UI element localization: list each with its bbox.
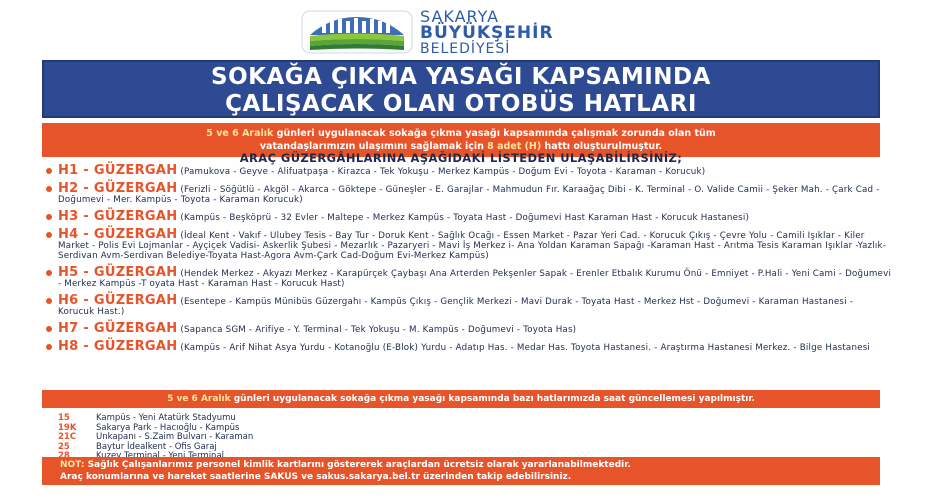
route-stops: (Hendek Merkez - Akyazı Merkez - Karapürçek Çaybaşı Ana Arterden Pekşenler Sapak - Erenler Etbalık Kurumu Önü - Emniyet - P.Hali - Yeni Cami - Doğumevi - Merkez Kampüs -T oyata Hast - Karaman Hast - Korucuk Hast)	[58, 269, 892, 289]
route-item-h5	[58, 265, 892, 289]
notice-bar-schedule	[42, 390, 880, 408]
route-stops: (Esentepe - Kampüs Münibüs Güzergahı - Kampüs Çıkış - Gençlik Merkezi - Mavi Durak - Toyata Hast - Merkez Hst - Doğumevi - Karaman Hastanesi - Korucuk Hast.)	[58, 297, 854, 317]
route-item-h1	[58, 163, 892, 178]
note-line-1	[60, 459, 880, 471]
logo-line-2: BÜYÜKŞEHİR	[420, 22, 554, 43]
line-code: 21C	[58, 432, 77, 443]
route-item-h4	[58, 227, 892, 261]
bullet-icon	[46, 344, 52, 350]
notice2-text: günleri uygulanacak sokağa çıkma yasağı kapsamında bazı hatlarımızda saat güncellemesi yapılmıştır.	[230, 394, 755, 404]
route-stops: (Kampüs - Beşköprü - 32 Evler - Maltepe - Merkez Kampüs - Toyata Hast - Doğumevi Hast Karaman Hast - Korucuk Hastanesi)	[177, 213, 750, 223]
route-title: H8 - GÜZERGAH	[58, 339, 178, 354]
municipality-logo	[300, 8, 554, 56]
route-stops: (Sapanca SGM - Arifiye - Y. Terminal - Tek Yokuşu - M. Kampüs - Doğumevi - Toyota Has)	[177, 325, 577, 335]
route-item-h6	[58, 293, 892, 317]
route-title: H5 - GÜZERGAH	[58, 265, 178, 280]
note-line-2: Araç konumlarına ve hareket saatlerine SAKUS ve sakus.sakarya.bel.tr üzerinden takip edebilirsiniz.	[60, 472, 572, 482]
notice-text-a: günleri uygulanacak sokağa çıkma yasağı kapsamında çalışmak zorunda olan tüm	[273, 128, 716, 139]
title-banner	[42, 60, 880, 118]
notice-highlight: 8 adet (H)	[487, 141, 542, 152]
line-code: 25	[58, 441, 70, 452]
route-title: H4 - GÜZERGAH	[58, 227, 178, 242]
route-title: H6 - GÜZERGAH	[58, 293, 178, 308]
route-item-h2	[58, 181, 892, 205]
note-label: NOT:	[60, 460, 85, 470]
route-title: H2 - GÜZERGAH	[58, 181, 178, 196]
routes-subheading: ARAÇ GÜZERGÂHLARINA AŞAĞIDAKİ LİSTEDEN ULAŞABİLİRSİNİZ;	[239, 151, 683, 165]
line-code: 19K	[58, 422, 77, 433]
route-item-h3	[58, 209, 892, 224]
route-item-h7	[58, 321, 892, 336]
routes-list	[58, 163, 892, 354]
route-stops: (Kampüs - Arif Nihat Asya Yurdu - Kotanoğlu (E-Blok) Yurdu - Adatıp Has. - Medar Has. Toyota Hastanesi. - Araştırma Hastanesi Merkez. - Bilge Hastanesi	[177, 343, 871, 353]
bullet-icon	[46, 298, 52, 304]
line-desc: Kampüs - Yeni Atatürk Stadyumu	[96, 413, 236, 423]
route-item-h8	[58, 339, 892, 354]
line-code: 15	[58, 413, 70, 423]
note-bar	[42, 457, 880, 485]
bullet-icon	[46, 168, 52, 174]
route-stops: (Ferizli - Söğütlü - Akgöl - Akarca - Göktepe - Güneşler - E. Garajlar - Mahmudun Fır. Karaağaç Dibi - K. Terminal - O. Valide Camii - Şeker Mah. - Çark Cad - Doğumevi - Mer. Kampüs - Toyota - Karaman Korucuk)	[58, 185, 880, 205]
logo-line-1: SAKARYA	[420, 6, 500, 26]
logo-text	[420, 6, 554, 57]
notice2-days: 5 ve 6 Aralık	[167, 394, 231, 404]
notice-text-c: hattı oluşturulmuştur.	[541, 141, 663, 152]
bullet-icon	[46, 232, 52, 238]
bullet-icon	[46, 326, 52, 332]
route-stops: (İdeal Kent - Vakıf - Ulubey Tesis - Bay Tur - Doruk Kent - Sağlık Ocağı - Essen Market - Pazar Yeri Cad. - Korucuk Çıkış - Çevre Yolu - Camili Işıklar - Kiler Market - Polis Evi Lojmanlar - Ayçiçek Vadisi- Askerlik Şubesi - Mezarlık - Pazaryeri - Mavi İş Merkez i- Ana Yoldan Karaman Sapağı -Karaman Hast - Arıtma Tesis Karaman Işıklar -Yazlık-Serdivan Avm-Serdivan Belediye-Toyata Hast-Agora Avm-Çark Cad-Doğum Evi-Merkez Kampüs)	[58, 231, 887, 261]
title-line-2: ÇALIŞACAK OLAN OTOBÜS HATLARI	[225, 91, 697, 117]
updated-lines-list	[58, 414, 253, 462]
line-desc: Unkapanı - S.Zaim Bulvarı - Karaman	[96, 432, 254, 443]
route-stops: (Pamukova - Geyve - Alifuatpaşa - Kirazca - Tek Yokuşu - Merkez Kampüs - Doğum Evi - Toyota - Karaman - Korucuk)	[177, 167, 706, 177]
logo-line-3: BELEDİYESİ	[420, 40, 511, 57]
bullet-icon	[46, 186, 52, 192]
bullet-icon	[46, 214, 52, 220]
logo-emblem-icon	[300, 9, 414, 55]
route-title: H1 - GÜZERGAH	[58, 163, 178, 178]
notice-line-1	[42, 127, 880, 140]
bullet-icon	[46, 270, 52, 276]
line-desc: Sakarya Park - Hacıoğlu - Kampüs	[96, 422, 240, 433]
notice-text-b: vatandaşlarımızın ulaşımını sağlamak için	[259, 141, 488, 152]
route-title: H7 - GÜZERGAH	[58, 321, 178, 336]
title-line-1: SOKAĞA ÇIKMA YASAĞI KAPSAMINDA	[211, 64, 711, 90]
notice-days: 5 ve 6 Aralık	[206, 128, 274, 139]
line-desc: Baytur İdealkent - Ofis Garaj	[96, 441, 217, 452]
note-text-1: Sağlık Çalışanlarımız personel kimlik kartlarını göstererek araçlardan ücretsiz olarak yararlanabilmektedir.	[84, 460, 631, 470]
route-title: H3 - GÜZERGAH	[58, 209, 178, 224]
